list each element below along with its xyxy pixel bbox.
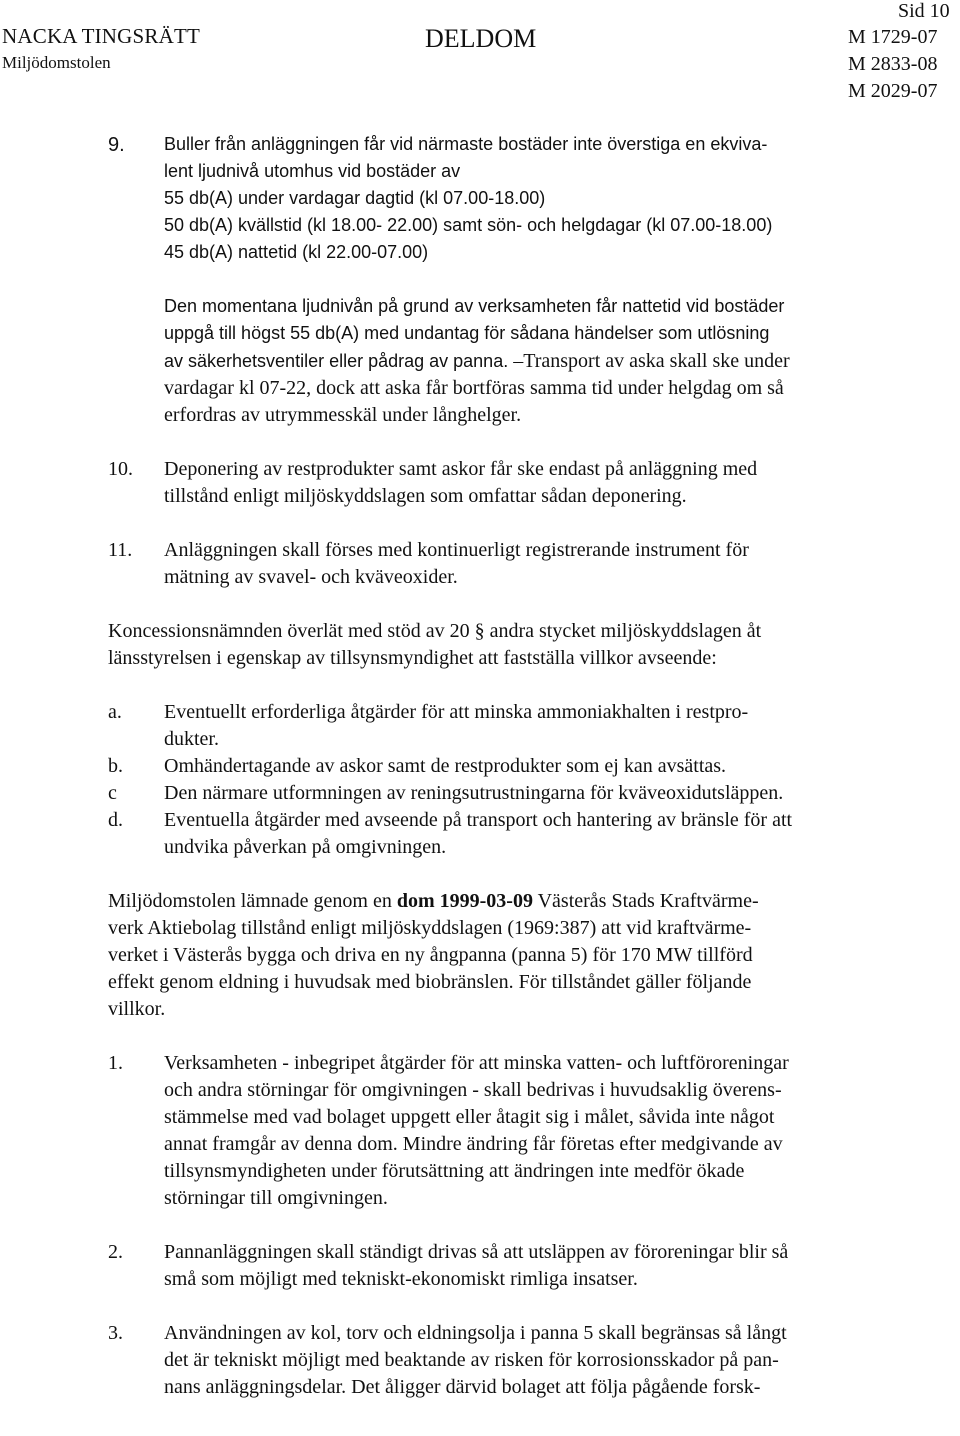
item-number: 11. — [108, 539, 133, 561]
item-note-line: uppgå till högst 55 db(A) med undantag för sådana händelser som utlösning — [164, 323, 770, 343]
item-text-line: det är tekniskt möjligt med beaktande av risken för korrosionsskador på pan- — [164, 1349, 779, 1371]
item-text-line: Deponering av restprodukter samt askor får ske endast på anläggning med — [164, 458, 758, 480]
item-number: 3. — [108, 1322, 123, 1344]
list-label: d. — [108, 809, 123, 831]
note-text: av säkerhetsventiler eller pådrag av panna. — [164, 351, 509, 371]
list-label: a. — [108, 701, 122, 723]
list-item-line: Den närmare utformningen av reningsutrustningarna för kväveoxidutsläppen. — [164, 782, 784, 804]
case-number: M 2833-08 — [848, 53, 938, 75]
item-text-line: 55 db(A) under vardagar dagtid (kl 07.00-18.00) — [164, 188, 546, 208]
paragraph-line: villkor. — [108, 998, 166, 1020]
paragraph-line: verket i Västerås bygga och driva en ny ångpanna (panna 5) för 170 MW tillförd — [108, 944, 753, 966]
page-number: Sid 10 — [898, 0, 950, 22]
paragraph-line: effekt genom eldning i huvudsak med biobränslen. För tillståndet gäller följande — [108, 971, 752, 993]
item-text-line: 45 db(A) nattetid (kl 22.00-07.00) — [164, 242, 429, 262]
paragraph-line: länsstyrelsen i egenskap av tillsynsmyndighet att fastställa villkor avseende: — [108, 647, 717, 669]
court-department: Miljödomstolen — [2, 53, 111, 72]
item-text-line: Buller från anläggningen får vid närmaste bostäder inte överstiga en ekviva- — [164, 134, 768, 154]
item-text-line: 50 db(A) kvällstid (kl 18.00- 22.00) samt sön- och helgdagar (kl 07.00-18.00) — [164, 215, 773, 235]
item-text-line: små som möjligt med tekniskt-ekonomiskt rimliga insatser. — [164, 1268, 638, 1290]
list-item-line: Eventuella åtgärder med avseende på transport och hantering av bränsle för att — [164, 809, 793, 831]
judgment-text: Västerås Stads Kraftvärme- — [537, 890, 759, 912]
section-sign: § — [474, 620, 485, 642]
note-text-transport: –Transport av aska skall ske under — [508, 350, 790, 372]
item-text-line: tillstånd enligt miljöskyddslagen som omfattar sådan deponering. — [164, 485, 687, 507]
court-name: NACKA TINGSRÄTT — [2, 24, 201, 48]
item-text-line: Verksamheten - inbegripet åtgärder för att minska vatten- och luftföroreningar — [164, 1052, 789, 1074]
item-text-line: störningar till omgivningen. — [164, 1187, 388, 1209]
delegation-text: Koncessionsnämnden överlät med stöd av 20 — [108, 620, 470, 642]
item-note-line: vardagar kl 07-22, dock att aska får bortföras samma tid under helgdag om så — [164, 377, 784, 399]
list-item-line: Eventuellt erforderliga åtgärder för att minska ammoniakhalten i restpro- — [164, 701, 749, 723]
list-item-line: undvika påverkan på omgivningen. — [164, 836, 447, 858]
delegation-text: andra stycket miljöskyddslagen åt — [489, 620, 762, 642]
item-text-line: stämmelse med vad bolaget uppgett eller åtagit sig i målet, såvida inte något — [164, 1106, 775, 1128]
item-number: 9. — [108, 134, 125, 156]
judgment-date: dom 1999-03-09 — [396, 890, 533, 912]
item-number: 10. — [108, 458, 133, 480]
item-text-line: mätning av svavel- och kväveoxider. — [164, 566, 458, 588]
item-text-line: lent ljudnivå utomhus vid bostäder av — [164, 161, 461, 181]
paragraph-line — [108, 620, 761, 643]
case-number: M 2029-07 — [848, 80, 938, 102]
item-text-line: nans anläggningsdelar. Det åligger därvid bolaget att följa pågående forsk- — [164, 1376, 761, 1398]
item-text-line: och andra störningar för omgivningen - skall bedrivas i huvudsaklig överens- — [164, 1079, 782, 1101]
item-text-line: annat framgår av denna dom. Mindre ändring får företas efter medgivande av — [164, 1133, 783, 1155]
item-text-line: Pannanläggningen skall ständigt drivas så att utsläppen av föroreningar blir så — [164, 1241, 789, 1263]
paragraph-line: verk Aktiebolag tillstånd enligt miljöskyddslagen (1969:387) att vid kraftvärme- — [108, 917, 752, 939]
item-number: 2. — [108, 1241, 123, 1263]
list-label: b. — [108, 755, 123, 777]
list-item-line: dukter. — [164, 728, 219, 750]
item-number: 1. — [108, 1052, 123, 1074]
item-note-line — [164, 350, 790, 373]
list-item-line: Omhändertagande av askor samt de restprodukter som ej kan avsättas. — [164, 755, 727, 777]
case-number: M 1729-07 — [848, 26, 938, 48]
judgment-text: Miljödomstolen lämnade genom en — [108, 890, 392, 912]
document-type: DELDOM — [425, 24, 537, 53]
item-text-line: Användningen av kol, torv och eldningsolja i panna 5 skall begränsas så långt — [164, 1322, 787, 1344]
item-note-line: Den momentana ljudnivån på grund av verksamheten får nattetid vid bostäder — [164, 296, 785, 316]
paragraph-line — [108, 890, 759, 913]
list-label: c — [108, 782, 117, 804]
item-text-line: Anläggningen skall förses med kontinuerligt registrerande instrument för — [164, 539, 749, 561]
item-note-line: erfordras av utrymmesskäl under långhelger. — [164, 404, 522, 426]
item-text-line: tillsynsmyndigheten under förutsättning att ändringen inte medför ökade — [164, 1160, 745, 1182]
